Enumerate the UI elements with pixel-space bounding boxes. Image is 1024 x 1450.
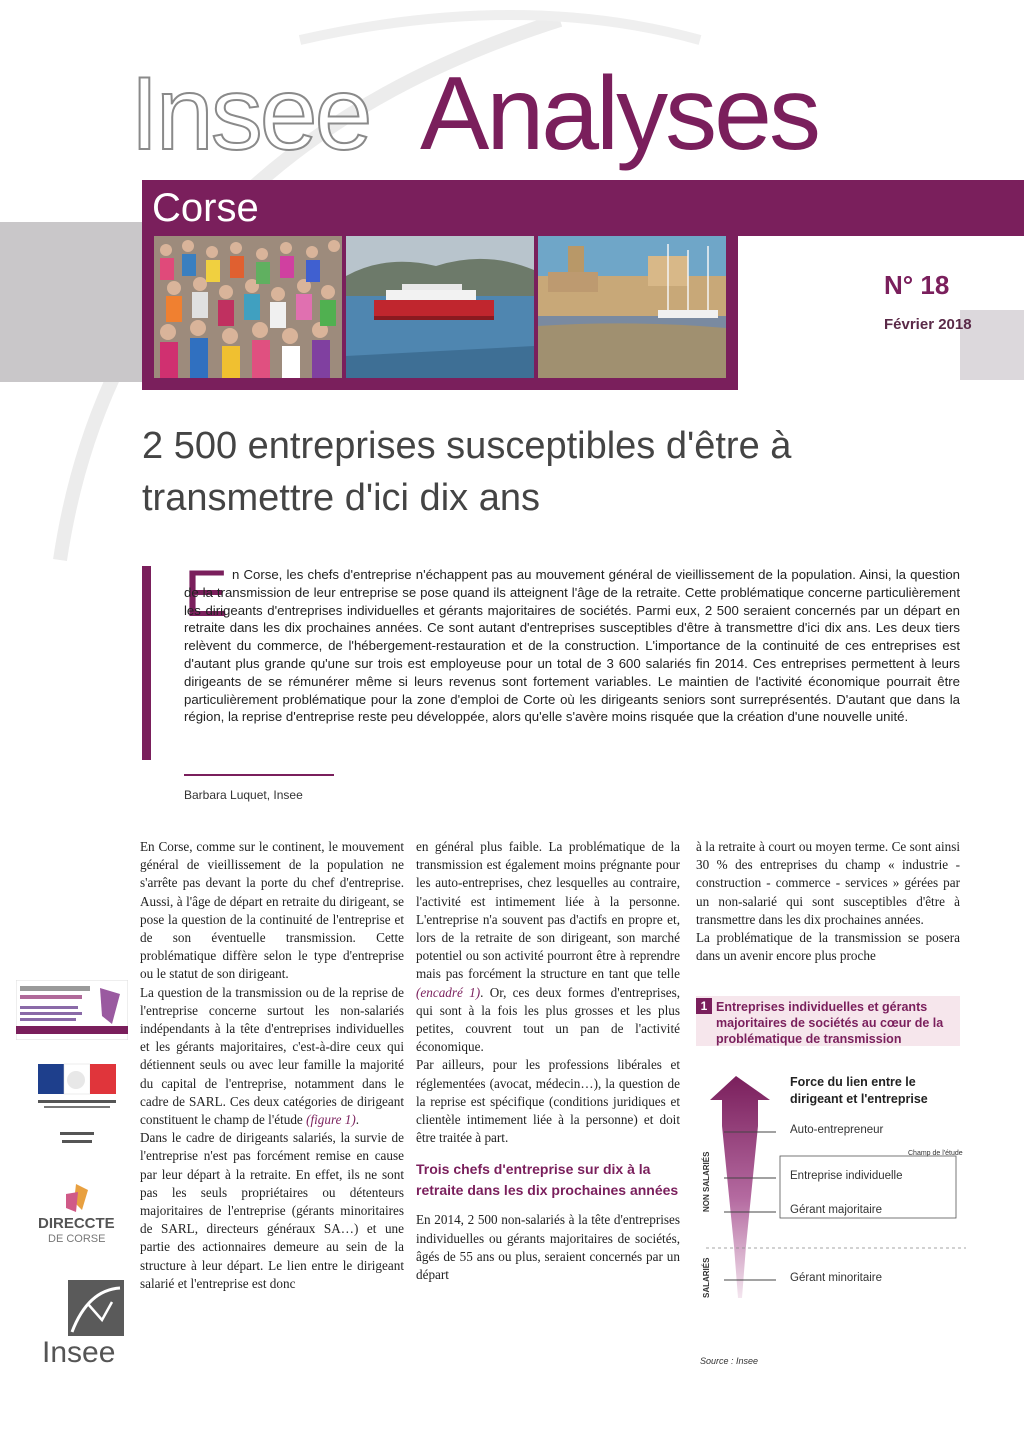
masthead-purple-bar [142, 180, 1024, 236]
col2-paragraph-2: Par ailleurs, pour les professions libérales et réglementées (avocat, médecin…), la question de la reprise est spécifique (conditions juridiques et clientèle intimement liée à la personne) et doit être traitée à part. [416, 1057, 680, 1146]
insee-logo [58, 1280, 130, 1338]
direccte-logo-subtext: DE CORSE [48, 1233, 106, 1245]
label-auto-entrepreneur: Auto-entrepreneur [790, 1124, 884, 1136]
label-champ-etude: Champ de l'étude [908, 1150, 963, 1157]
col3-paragraph-1: à la retraite à court ou moyen terme. Ce sont ainsi 30 % des entreprises du champ « industrie - construction - commerce - services » gérées par un non-salarié qui sont susceptibles d'être à transmettre dans les dix prochaines années. [696, 839, 960, 927]
lead-paragraph [184, 566, 960, 726]
lead-dropcap: E [184, 556, 229, 630]
masthead-gray-band [0, 222, 150, 382]
article-title-line1: 2 500 entreprises susceptibles d'être à [142, 425, 792, 467]
col2-paragraph-3: En 2014, 2 500 non-salariés à la tête d'entreprises individuelles ou gérants majoritaires de sociétés, âgés de 55 ans ou plus, seraient concernés par un départ [416, 1212, 680, 1283]
direccte-logo-text: DIRECCTE [38, 1215, 115, 1232]
lead-accent-bar [142, 566, 151, 760]
author-credit: Barbara Luquet, Insee [184, 788, 303, 802]
author-rule [184, 774, 334, 776]
label-entreprise-individuelle: Entreprise individuelle [790, 1170, 903, 1182]
masthead-insee-wordmark: Insee [130, 56, 370, 172]
lead-text: n Corse, les chefs d'entreprise n'échappent pas au mouvement général de vieillissement de la population. Ainsi, la question de la transmission de leur entreprise se pose quand ils atteignent l'âge de la retraite. Cette problématique concerne particulièrement les dirigeants d'entreprises individuelles et gérants majoritaires de sociétés. Parmi eux, 2 500 seraient concernés par un départ en retraite dans les dix prochaines années. Ce sont autant d'entreprises susceptibles d'être à transmettre d'ici dix ans. Les deux tiers relèvent du commerce, de l'hébergement-restauration et de la construction. L'importance de la continuité de ces entreprises est d'autant plus grande qu'une sur trois est employeuse pour un total de 3 600 salariés fin 2014. Ces entreprises permettent à leurs dirigeants de se rémunérer même si leurs revenus sont fortement variables. Le maintien de l'activité économique pourrait être particulièrement problématique pour la zone d'emploi de Corte où les dirigeants seniors sont surreprésentés. D'autant que dans la région, la reprise d'entreprise reste peu développée, alors qu'elle s'avère moins risquée que la création d'une nouvelle unité. [184, 567, 960, 725]
col1-p2-text: La question de la transmission ou de la reprise de l'entreprise concerne surtout les non-salariés indépendants à la tête d'entreprises individuelles et les gérants majoritaires, c'est-à-dire ceux qui détiennent seuls ou avec leur famille la majorité du capital de l'entreprise, notamment dans le cadre de SARL. Ces deux catégories de dirigeant constituent le champ de l'étude [140, 984, 404, 1128]
box-title: Entreprises individuelles et gérants majoritaires de sociétés au cœur de la problématique de transmission [716, 1000, 944, 1046]
figure-1-link[interactable]: (figure 1) [306, 1112, 356, 1128]
republique-francaise-logo [30, 1058, 126, 1168]
col1-paragraph-1: En Corse, comme sur le continent, le mouvement général de vieillissement de la population ne s'arrête pas devant la porte du chef d'entreprise. Aussi, à l'âge de départ en retraite du dirigeant, se pose la question de la continuité de l'entreprise et de son éventuelle transmission. Cette problématique diffère selon le type d'entreprise ou le statut de son dirigeant. [140, 839, 404, 982]
issue-number: N° 18 [884, 270, 950, 300]
column-2 [416, 838, 680, 1284]
col2-p1-end: . Or, ces deux formes d'entreprises, qui sont à la fois les plus grosses et les plus petites, couvrent tout un pan de l'activité économique. [416, 984, 680, 1055]
col2-p1-text: en général plus faible. La problématique de la transmission est également moins prégnante pour les auto-entreprises, chez lesquelles au contraire, l'activité est intimement liée à la personne. L'entreprise n'a souvent pas d'actifs en propre et, lors de la retraite de son dirigeant, son marché potentiel ou son activité pourront être à reprendre mais pas forcément la structure en tant que telle [416, 839, 680, 982]
issue-date: Février 2018 [884, 316, 972, 333]
collectivite-corse-logo [16, 980, 128, 1040]
link-strength-diagram [696, 1066, 976, 1366]
section-subheading: Trois chefs d'entreprise sur dix à la retraite dans les dix prochaines années [416, 1161, 679, 1199]
label-gerant-majoritaire: Gérant majoritaire [790, 1204, 883, 1216]
label-gerant-minoritaire: Gérant minoritaire [790, 1272, 883, 1284]
col1-paragraph-3: Dans le cadre de dirigeants salariés, la survie de l'entreprise n'est pas forcément remise en cause par leur départ à la retraite. En effet, ils ne sont pas les seuls propriétaires ou détenteurs majoritaires de l'entreprise (gérants minoritaires de SARL, directeurs généraux SA…) et une partie des actionnaires demeure au sein de la structure à leur départ. Le lien entre le dirigeant salarié et l'entreprise est donc [140, 1130, 404, 1291]
col1-p2-end: . [355, 1112, 360, 1128]
insee-logo-text: Insee [42, 1336, 116, 1369]
link-strength-arrow [710, 1076, 770, 1298]
direccte-logo [36, 1180, 128, 1250]
figure-source: Source : Insee [700, 1356, 759, 1366]
group-label-salaries: SALARIÉS [702, 1257, 711, 1298]
harbor-photo [538, 236, 726, 378]
col2-paragraph-1 [416, 838, 680, 1056]
column-3 [696, 838, 960, 965]
article-title-line2: transmettre d'ici dix ans [142, 477, 540, 519]
group-label-non-salaries: NON SALARIÉS [702, 1151, 711, 1212]
box-number: 1 [696, 998, 712, 1014]
col3-paragraph-2: La problématique de la transmission se posera dans un avenir encore plus proche [696, 930, 960, 964]
region-title: Corse [152, 186, 259, 230]
ferry-photo [346, 236, 534, 378]
figure-title: Force du lien entre le dirigeant et l'entreprise [790, 1075, 928, 1106]
crowd-photo [154, 236, 342, 378]
article-title [142, 420, 922, 524]
column-1 [140, 838, 404, 1293]
encadre-1-link[interactable]: (encadré 1) [416, 984, 481, 1000]
col1-paragraph-2 [140, 984, 404, 1130]
masthead-analyses-wordmark: Analyses [420, 56, 818, 172]
